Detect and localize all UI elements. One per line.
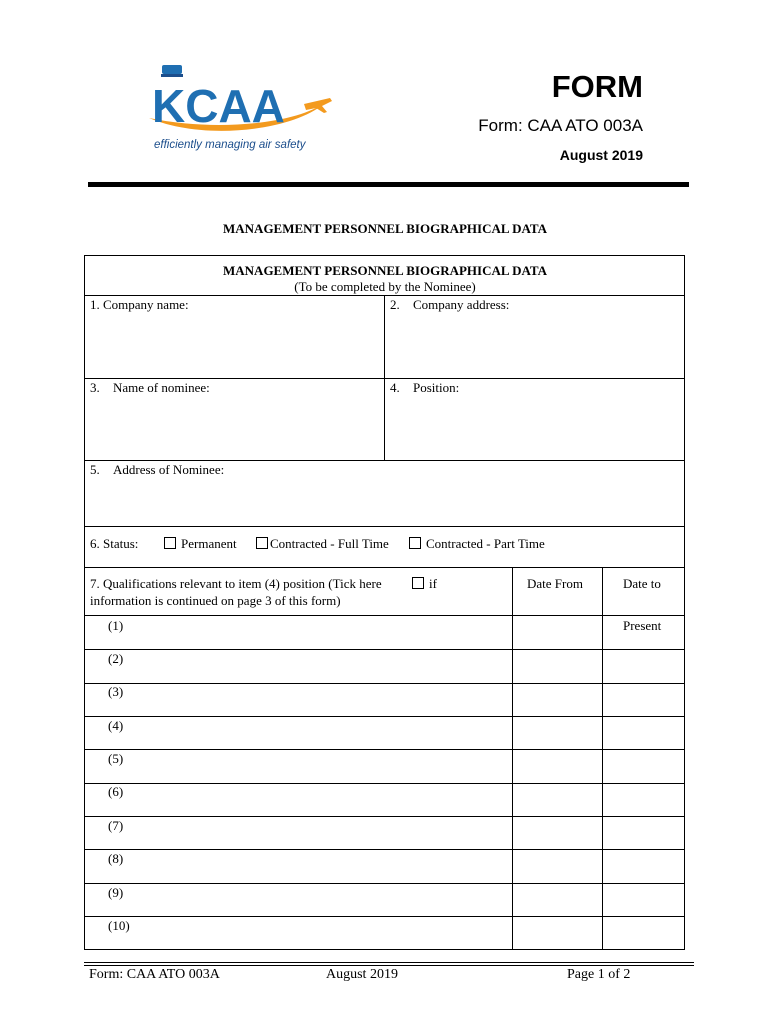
qualification-row-number: (5) [108, 751, 124, 766]
row-divider [84, 526, 685, 527]
qualification-row-number: (4) [108, 718, 124, 733]
row-divider [84, 683, 685, 684]
column-divider [512, 567, 513, 950]
row-divider [84, 615, 685, 616]
date-from-header: Date From [527, 576, 583, 591]
logo-brand-text: KCAA [152, 80, 285, 132]
footer-divider [84, 962, 694, 963]
qualifications-label-line2: information is continued on page 3 of this form) [90, 593, 341, 608]
status-label: 6. Status: [90, 536, 139, 551]
footer-date: August 2019 [326, 967, 398, 982]
row-divider [84, 749, 685, 750]
status-contracted-full-time-checkbox[interactable] [256, 537, 268, 549]
row-divider [84, 567, 685, 568]
document-title: MANAGEMENT PERSONNEL BIOGRAPHICAL DATA [223, 221, 547, 236]
logo-tagline: efficiently managing air safety [154, 139, 306, 151]
nominee-address-number: 5. [90, 462, 100, 477]
position-label: Position: [413, 380, 460, 395]
tower-icon-cab [162, 65, 182, 74]
qualification-row-number: (7) [108, 818, 124, 833]
form-section-title: MANAGEMENT PERSONNEL BIOGRAPHICAL DATA [223, 263, 547, 278]
form-section-subtitle: (To be completed by the Nominee) [294, 279, 476, 294]
date-to-header: Date to [623, 576, 661, 591]
company-address-number: 2. [390, 297, 400, 312]
footer-page-number: Page 1 of 2 [567, 967, 631, 982]
footer-form-code: Form: CAA ATO 003A [89, 967, 220, 982]
qualification-row-number: (3) [108, 684, 124, 699]
company-address-label: Company address: [413, 297, 510, 312]
row-divider [84, 460, 685, 461]
row-divider [84, 649, 685, 650]
continued-checkbox[interactable] [412, 577, 424, 589]
row-divider [84, 783, 685, 784]
qualifications-label: 7. Qualifications relevant to item (4) position (Tick here [90, 576, 382, 591]
company-name-label: 1. Company name: [90, 297, 189, 312]
status-permanent-label: Permanent [181, 536, 237, 551]
nominee-name-label: Name of nominee: [113, 380, 210, 395]
nominee-address-label: Address of Nominee: [113, 462, 225, 477]
nominee-name-number: 3. [90, 380, 100, 395]
status-contracted-part-time-checkbox[interactable] [409, 537, 421, 549]
row-divider [84, 816, 685, 817]
tower-icon-band [161, 74, 183, 77]
airplane-icon [304, 98, 332, 113]
column-divider [602, 567, 603, 950]
row-divider [84, 916, 685, 917]
qualification-row-number: (1) [108, 618, 124, 633]
status-contracted-part-time-label: Contracted - Part Time [426, 536, 545, 551]
qualification-row-number: (10) [108, 918, 130, 933]
header-divider [88, 182, 689, 187]
qualification-row-number: (9) [108, 885, 124, 900]
status-contracted-full-time-label: Contracted - Full Time [270, 536, 389, 551]
qualification-row-number: (8) [108, 851, 124, 866]
kcaa-logo [146, 62, 336, 154]
status-permanent-checkbox[interactable] [164, 537, 176, 549]
qualifications-label-if: if [429, 576, 437, 591]
row-divider [84, 883, 685, 884]
form-label: FORM [551, 69, 643, 104]
qualification-row-number: (6) [108, 784, 124, 799]
qualification-row-number: (2) [108, 651, 124, 666]
position-number: 4. [390, 380, 400, 395]
kcaa-logo-graphic [146, 62, 336, 154]
form-code: Form: CAA ATO 003A [478, 116, 643, 135]
column-divider [384, 295, 385, 460]
row-divider [84, 849, 685, 850]
form-date: August 2019 [559, 147, 643, 163]
qualification-row-date-to: Present [623, 618, 662, 633]
row-divider [84, 716, 685, 717]
